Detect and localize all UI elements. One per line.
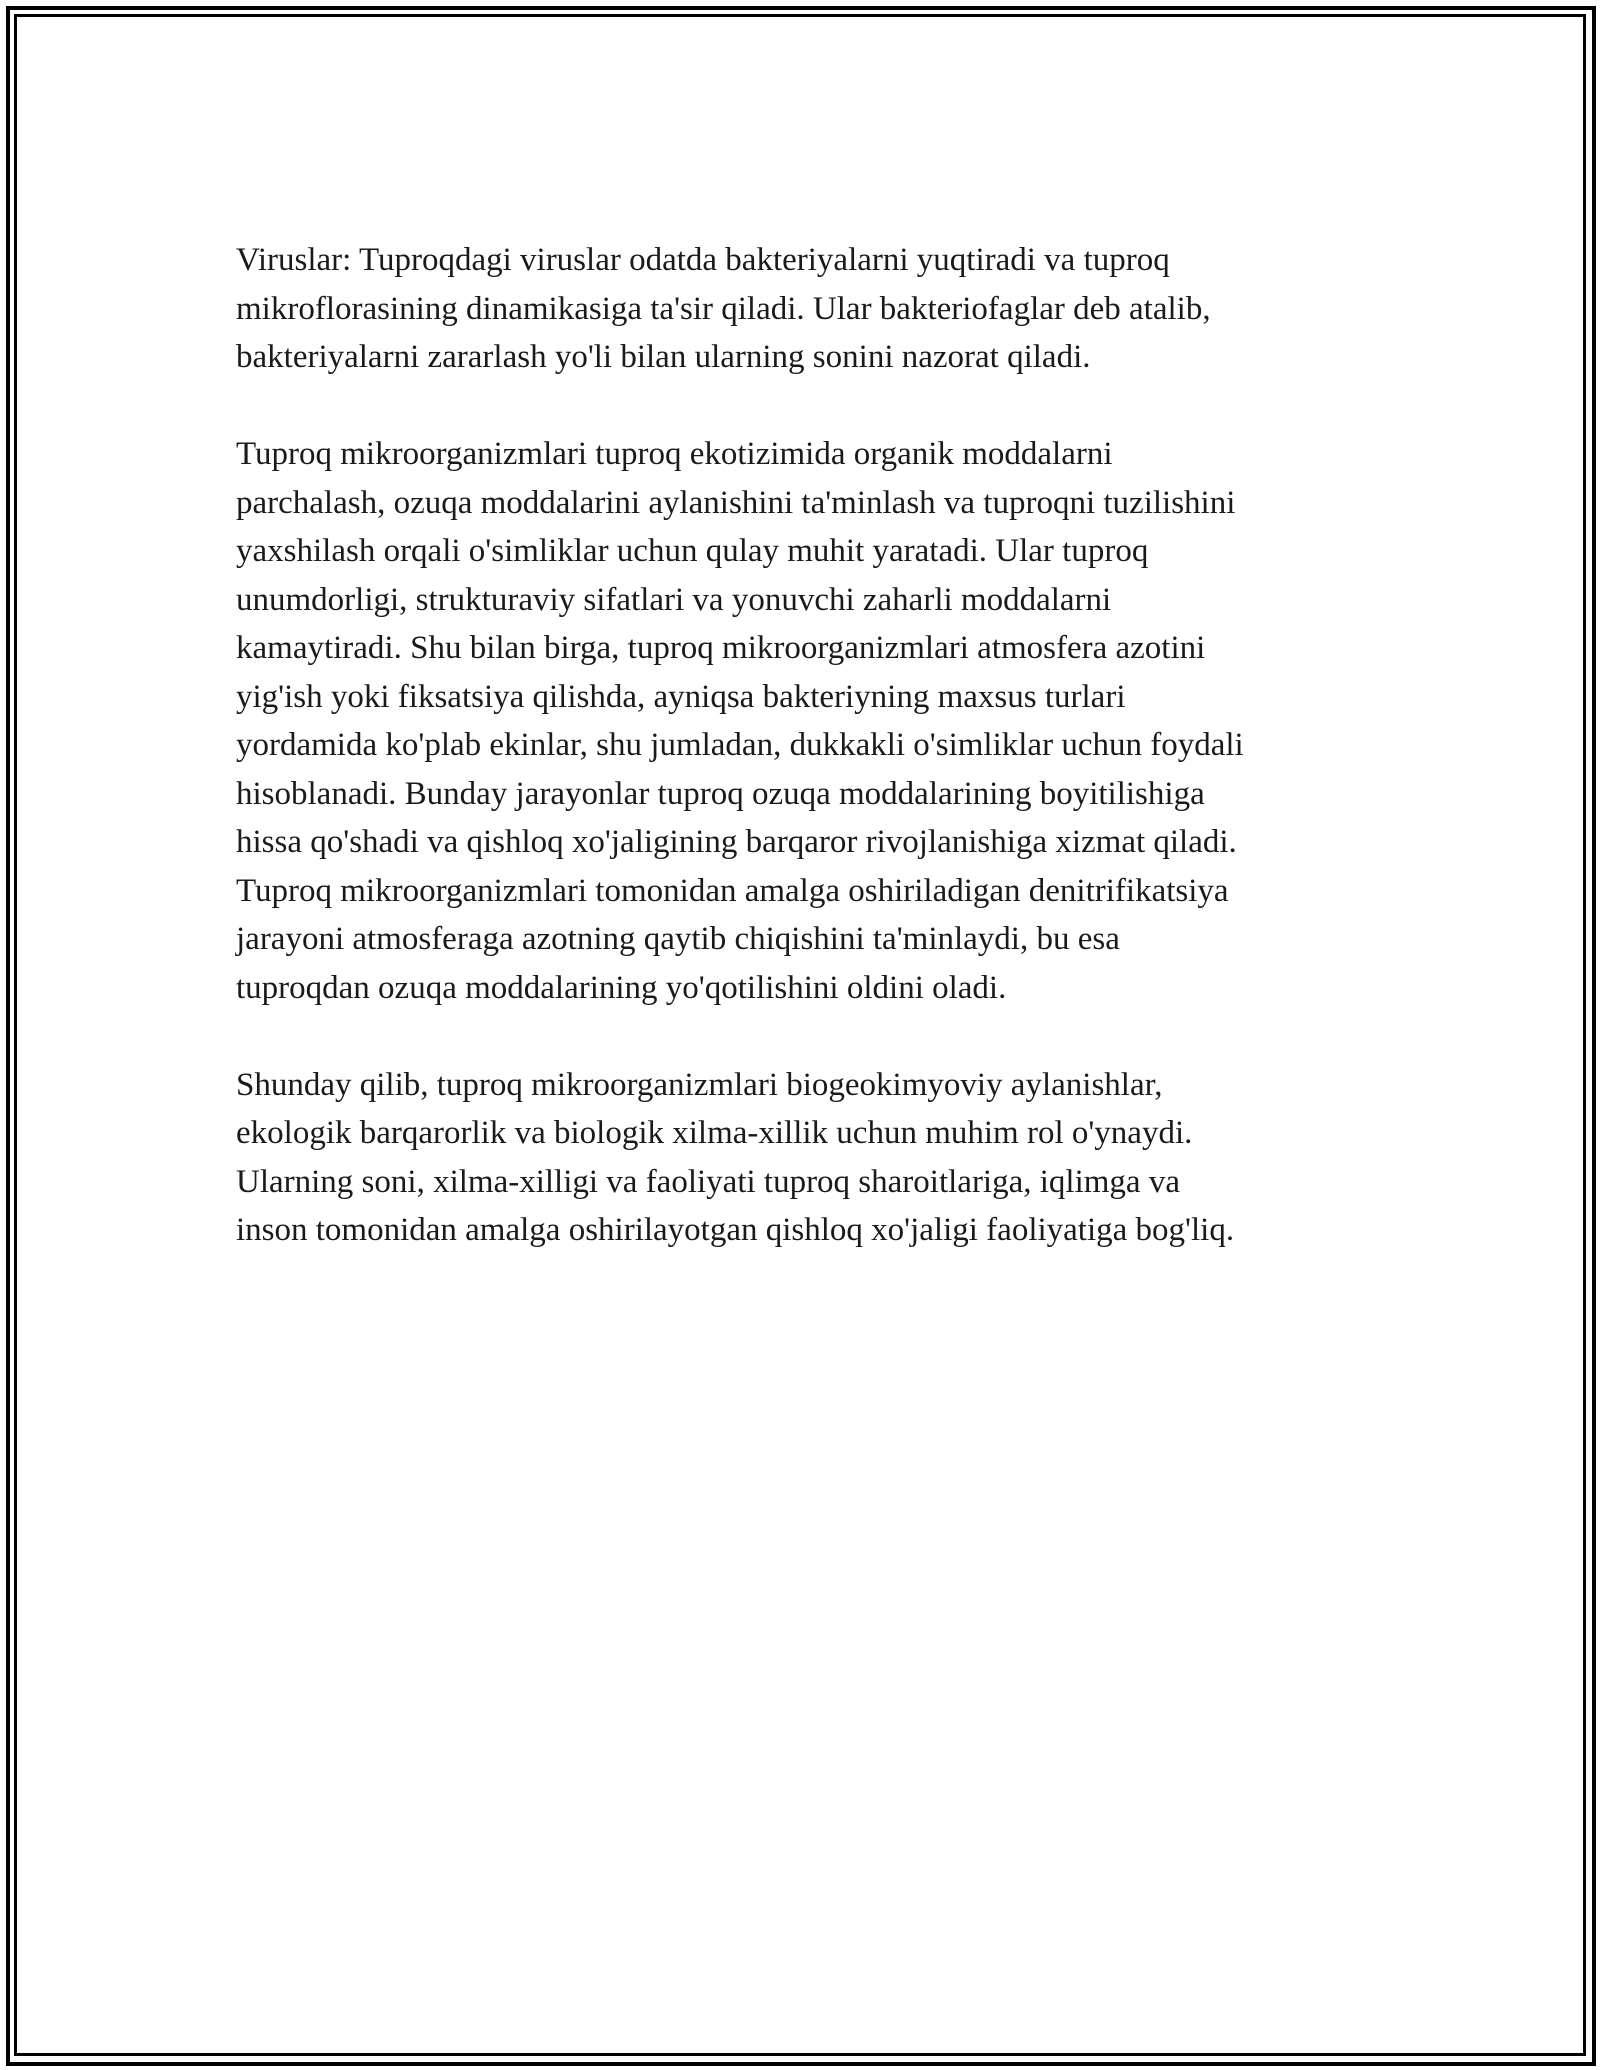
text-line: yig'ish yoki fiksatsiya qilishda, ayniqsa bakteriyning maxsus turlari [236, 678, 1126, 715]
paragraph-soil-microorganisms [236, 430, 1376, 1012]
text-line: Shunday qilib, tuproq mikroorganizmlari biogeokimyoviy aylanishlar, [236, 1066, 1163, 1103]
text-line: jarayoni atmosferaga azotning qaytib chiqishini ta'minlaydi, bu esa [236, 921, 1120, 957]
text-line: ekologik barqarorlik va biologik xilma-xillik uchun muhim rol o'ynaydi. [236, 1115, 1193, 1151]
text-line: yaxshilash orqali o'simliklar uchun qulay muhit yaratadi. Ular tuproq [236, 533, 1149, 569]
text-line: kamaytiradi. Shu bilan birga, tuproq mikroorganizmlari atmosfera azotini [236, 630, 1206, 666]
text-line: Ularning soni, xilma-xilligi va faoliyati tuproq sharoitlariga, iqlimga va [236, 1163, 1180, 1200]
text-line: Tuproq mikroorganizmlari tuproq ekotizimida organik moddalarni [236, 436, 1113, 472]
text-line: tuproqdan ozuqa moddalarining yo'qotilishini oldini oladi. [236, 969, 1007, 1006]
text-line: Tuproq mikroorganizmlari tomonidan amalga oshiriladigan denitrifikatsiya [236, 872, 1229, 909]
text-line: inson tomonidan amalga oshirilayotgan qishloq xo'jaligi faoliyatiga bog'liq. [236, 1212, 1235, 1248]
text-line: parchalash, ozuqa moddalarini aylanishini ta'minlash va tuproqni tuzilishini [236, 484, 1236, 521]
text-line: mikroflorasining dinamikasiga ta'sir qiladi. Ular bakteriofaglar deb atalib, [236, 290, 1211, 327]
text-line: yordamida ko'plab ekinlar, shu jumladan, dukkakli o'simliklar uchun foydali [236, 727, 1244, 763]
text-line: bakteriyalarni zararlash yo'li bilan ularning sonini nazorat qiladi. [236, 339, 1091, 375]
document-body [236, 236, 1376, 1303]
paragraph-conclusion [236, 1061, 1376, 1255]
paragraph-viruses [236, 236, 1376, 382]
text-line: unumdorligi, strukturaviy sifatlari va yonuvchi zaharli moddalarni [236, 581, 1112, 618]
text-line: hisoblanadi. Bunday jarayonlar tuproq ozuqa moddalarining boyitilishiga [236, 775, 1205, 812]
text-line: hissa qo'shadi va qishloq xo'jaligining barqaror rivojlanishiga xizmat qiladi. [236, 824, 1237, 860]
text-line: Viruslar: Tuproqdagi viruslar odatda bakteriyalarni yuqtiradi va tuproq [236, 242, 1170, 278]
